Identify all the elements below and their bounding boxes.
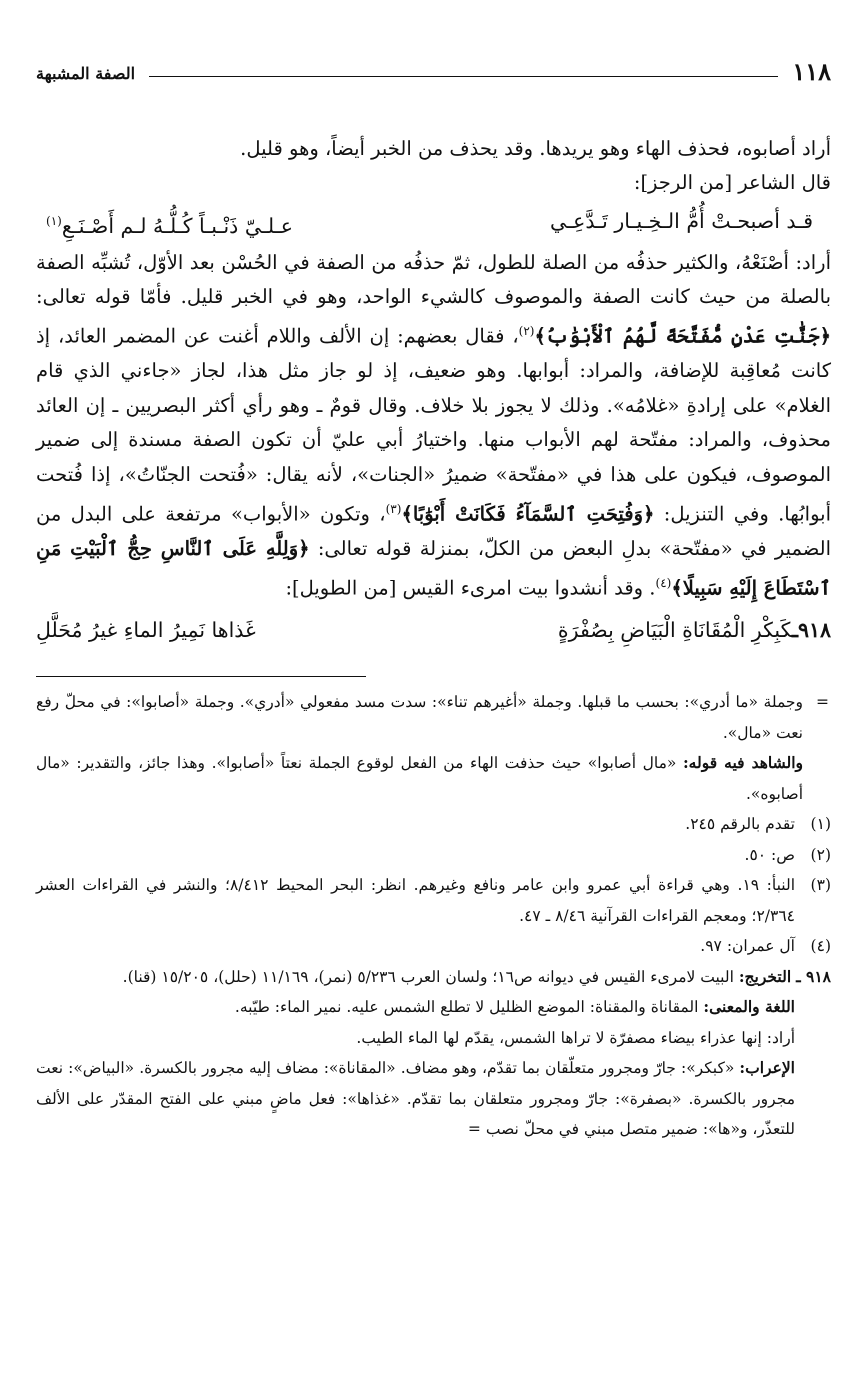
quran-quote: ﴿وَفُتِحَتِ ٱلسَّمَآءُ فَكَانَتْ أَبْوَٰبًا﴾ [401,502,655,526]
verse-hemistich-left: عـلـيّ ذَنْـبـاً كُـلُّـهُ لـم أَصْـنَـعِ$^{(١)}$ [46,213,293,238]
verse-hemistich-right: قـد أصبحـتْ أُمُّ الـخِـيـار تَـدَّعِـي [550,208,813,233]
book-page [36,52,831,1145]
poem-number: ٩١٨ـ [791,618,831,643]
footnote-shahid: والشاهد فيه قوله: «مال أصابوا» حيث حذفت الهاء من الفعل لوقوع الجملة نعتاً «أصابوا». وهذا جائز، والتقدير: «مال أصابوه». [36,753,803,803]
footnote-continuation: = وجملة «ما أدري»: بحسب ما قبلها. وجملة «أغيرهم تناء»: سدت مسد مفعولي «أدري». وجملة «أصابوا»: في محلّ رفع نعت «مال». [36,693,829,742]
footnote: (٢) ص: ٥٠. [744,845,831,864]
header-rule [149,76,778,77]
footnote-ref: (١) [46,213,62,228]
footnote-ref: (٣) [385,501,402,516]
footnote: (٤) آل عمران: ٩٧. [700,937,831,956]
poem-hemistich-left: غَذاها نَمِيرُ الماءِ غيرُ مُحَلَّلِ [36,618,256,643]
body-line: قال الشاعر [من الرجز]: [633,171,831,195]
quran-quote: ﴿وَلِلَّهِ عَلَى ٱلنَّاسِ حِجُّ ٱلْبَيْتِ مَنِ ٱسْتَطَاعَ إِلَيْهِ سَبِيلًا﴾ [36,536,831,600]
page-header [36,52,831,84]
main-text [36,132,831,650]
poem-hemistich-right: ٩١٨ـكَبِكْرِ الْمُقَانَاةِ الْبَيَاضِ بِصُفْرَةٍ [557,618,831,643]
takhrij-note: ٩١٨ ـ التخريج: البيت لامرىء القيس في ديوانه ص١٦؛ ولسان العرب ٥/٢٣٦ (نمر)، ١١/١٦٩ (حلل)، ١٥/٢٠٥ (قنا). [122,966,831,986]
footnote-ref: (٢) [518,324,535,339]
footnote-ref: (٤) [655,576,672,591]
body-paragraph: أراد: أصْنَعْهُ، والكثير حذفُه من الصلة للطول، ثمّ حذفُه من الصفة في الحُسْن بعد الأوّل، تُشبِّه الصفة بالصلة من حيث كانت الصفة والموصوف كالشيء الواحد، وهو في الخبر قليل. فأمّا قوله تعالى: ﴿جَنَّٰتِ عَدْنٍ مُّفَتَّحَةً لَّهُمُ ٱلْأَبْوَٰبُ﴾$^{(٢)}$، فقال بعضهم: إن الألف واللام أغنت عن المضمر العائد، إذ كانت مُعاقِبة للإضافة، والمراد: أبوابها. وهو ضعيف، إذ لو جاز مثل هذا، لجاز «جاءني الذي قام الغلام» على إرادةِ «غلامُه». وذلك لا يجوز بلا خلاف. وقال قومٌ ـ وهو رأي أكثر البصريين ـ إن العائد محذوف، والمراد: مفتّحة لهم الأبواب منها. واختيارُ أبي عليّ أن تكون الصفة مسندة إلى ضمير الموصوف، فيكون على هذا في «مفتّحة» ضميرُ «الجنات»، لأنه يقال: «فُتحت الجنّاتُ»، إذا فُتحت أبوابُها. وفي التنزيل: ﴿وَفُتِحَتِ ٱلسَّمَآءُ فَكَانَتْ أَبْوَٰبًا﴾$^{(٣)}$، وتكون «الأبواب» مرتفعة على البدل من الضمير في «مفتّحة» بدلِ البعض من الكلّ، بمنزلة قوله تعالى: ﴿وَلِلَّهِ عَلَى ٱلنَّاسِ حِجُّ ٱلْبَيْتِ مَنِ ٱسْتَطَاعَ إِلَيْهِ سَبِيلًا﴾$^{(٤)}$. وقد أنشدوا بيت امرىء القيس [من الطويل]: [36,250,832,600]
continuation-marker: = [467,1120,481,1139]
poem-line [36,610,831,650]
quran-quote: ﴿جَنَّٰتِ عَدْنٍ مُّفَتَّحَةً لَّهُمُ ٱلْأَبْوَٰبُ﴾ [534,324,831,348]
verse-line [36,201,831,246]
irab-note: الإعراب: «كبكر»: جارّ ومجرور متعلّقان بما تقدّم، وهو مضاف. «المقاناة»: مضاف إليه مجرور بالكسرة. «البياض»: نعت مجرور بالكسرة. «بصفرة»: جارّ ومجرور متعلقان بما تقدّم. «غذاها»: فعل ماضٍ مبني على الفتح المقدّر على الألف للتعذّر، و«ها»: ضمير متصل مبني في محلّ نصب = [36,1058,795,1139]
body-line: أراد أصابوه، فحذف الهاء وهو يريدها. وقد يحذف من الخبر أيضاً، وهو قليل. [240,137,831,160]
footnote: (١) تقدم بالرقم ٢٤٥. [685,815,831,834]
footnote: (٣) النبأ: ١٩. وهي قراءة أبي عمرو وابن عامر ونافع وغيرهم. انظر: البحر المحيط ٨/٤١٢؛ والنشر في القراءات العشر ٢/٣٦٤؛ ومعجم القراءات القرآنية ٨/٤٦ ـ ٤٧. [36,876,831,925]
arad-note: أراد: إنها عذراء بيضاء مصفرّة لا تراها الشمس، يقدّم لها الماء الطيب. [356,1028,795,1047]
footnote-divider [36,676,366,677]
lugha-note: اللغة والمعنى: المقاناة والمقناة: الموضع الظليل لا تطلع الشمس عليه. نمير الماء: طيّبه. [234,997,795,1017]
footnotes [36,687,831,1145]
page-number: ١١٨ [792,57,831,86]
running-title: الصفة المشبهة [36,64,136,83]
